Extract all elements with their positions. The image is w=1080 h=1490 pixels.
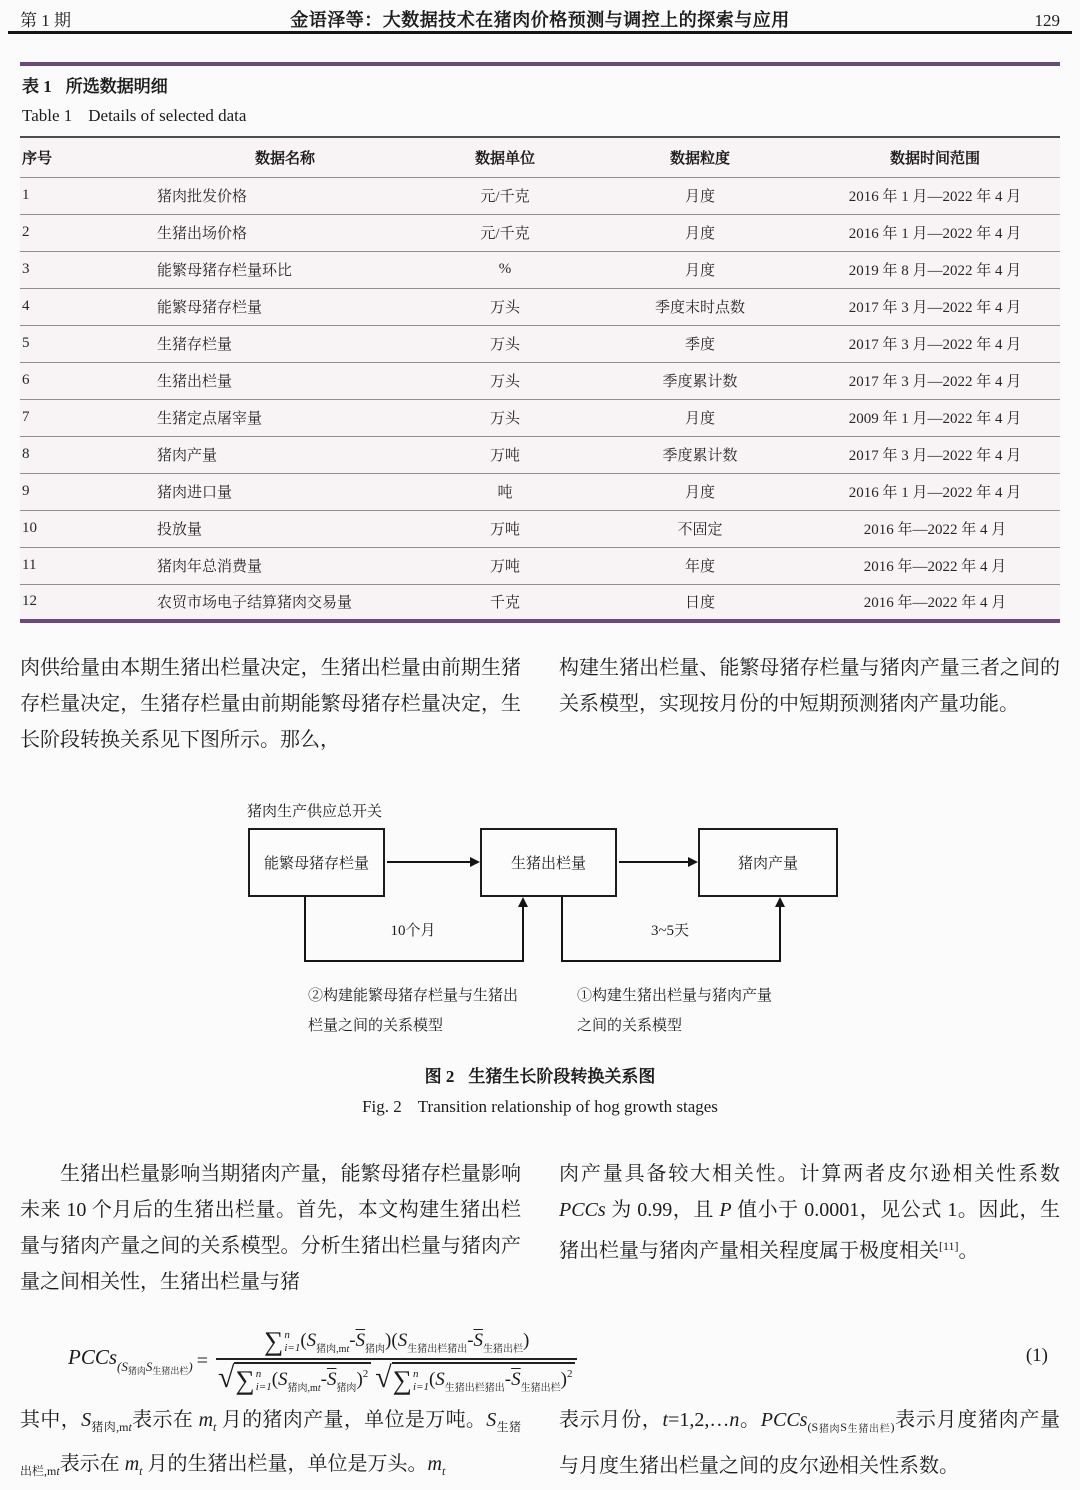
table-cell: 投放量 — [157, 522, 203, 538]
table-cell: 2017 年 3 月—2022 年 4 月 — [848, 337, 1022, 353]
page-number: 129 — [1034, 11, 1060, 30]
table-cell: 10 — [22, 520, 37, 536]
table-cell: 12 — [22, 593, 37, 610]
text-segment: n — [729, 1409, 740, 1431]
table-cell: 8 — [22, 446, 30, 462]
arrow-head-right-1-icon — [470, 857, 480, 867]
table-cell: 猪肉年总消费量 — [157, 559, 263, 575]
text-segment: 表示月份， — [559, 1409, 663, 1431]
column-header-data-name: 数据名称 — [254, 150, 315, 167]
table-cell: 万头 — [489, 411, 520, 427]
figure-caption-cn-text: 生猪生长阶段转换关系图 — [468, 1067, 656, 1086]
table-body — [20, 177, 1060, 621]
table-cell: 能繁母猪存栏量环比 — [157, 263, 293, 279]
text-segment: m — [124, 1453, 140, 1475]
column-header-serial: 序号 — [22, 150, 53, 167]
arrow-line-2 — [619, 861, 689, 863]
text-segment: t — [662, 1409, 669, 1431]
paragraph-1-right: 构建生猪出栏量、能繁母猪存栏量与猪肉产量三者之间的关系模型，实现按月份的中短期预测猪肉产量功能。 — [559, 657, 1060, 715]
table-cell: 2017 年 3 月—2022 年 4 月 — [848, 300, 1022, 316]
table-title-cn — [22, 72, 168, 97]
table-row — [20, 214, 1060, 251]
table-cell: 7 — [22, 409, 30, 425]
table-cell: 元/千克 — [480, 189, 530, 205]
table-row — [20, 547, 1060, 584]
equation-number: (1) — [1025, 1345, 1048, 1366]
table-cell: 3 — [22, 261, 30, 277]
formula-denominator: √ ∑ n i=1 $(S_{猪肉,mt}-\overline{S}_{猪肉})^2$ √ ∑ n i=1 $(S_{生猪出栏猪出}-\overline{S}_{生猪出栏})^2$ — [216, 1360, 577, 1394]
table-cell: 2019 年 8 月—2022 年 4 月 — [848, 263, 1022, 279]
text-segment: (S — [807, 1420, 819, 1434]
table-top-accent-rule — [20, 62, 1060, 66]
table-row — [20, 584, 1060, 621]
column-header-unit: 数据单位 — [474, 150, 535, 167]
text-segment: 猪肉 — [818, 1424, 841, 1435]
figure-caption-en — [0, 1097, 1080, 1117]
text-segment: t — [56, 1464, 60, 1478]
table-cell: 月度 — [684, 189, 715, 205]
arrow-head-up-1-icon — [518, 897, 528, 907]
diagram-note-left-line1: ②构建能繁母猪存栏量与生猪出 — [308, 988, 519, 1004]
text-segment: 肉产量具备较大相关性。计算两者皮尔逊相关性系数 — [559, 1163, 1060, 1185]
running-header — [20, 6, 1060, 32]
table-cell: 5 — [22, 335, 30, 351]
diagram-box-pork-production: 猪肉产量 — [698, 828, 838, 897]
table-title-en — [22, 106, 246, 126]
text-segment: S — [81, 1409, 92, 1431]
text-segment: PCCs — [760, 1409, 808, 1431]
table-cell: 2016 年 1 月—2022 年 4 月 — [848, 226, 1022, 242]
issue-label: 第 1 期 — [20, 11, 71, 30]
table-cell: 日度 — [684, 595, 715, 612]
table-cell: 6 — [22, 372, 30, 388]
table-cell: 11 — [22, 557, 37, 573]
table-row — [20, 362, 1060, 399]
table-cell: 2016 年 1 月—2022 年 4 月 — [848, 485, 1022, 501]
table-cell: 生猪出场价格 — [157, 226, 248, 242]
table-cell: 2016 年—2022 年 4 月 — [863, 559, 1007, 575]
table-cell: 1 — [22, 187, 30, 203]
table-row — [20, 399, 1060, 436]
table-cell: 千克 — [489, 595, 520, 612]
diagram-note-right-line2: 之间的关系模型 — [577, 1018, 683, 1034]
diagram-note-left — [308, 981, 558, 1041]
paragraph-block-2 — [20, 1156, 1060, 1300]
loop1-label: 10个月 — [390, 923, 436, 939]
table-cell: 9 — [22, 483, 30, 499]
table-cell: 吨 — [497, 485, 513, 501]
text-segment: S — [840, 1420, 847, 1434]
table-cell: 2017 年 3 月—2022 年 4 月 — [848, 448, 1022, 464]
table-cell: 季度 — [684, 337, 715, 353]
text-segment: ) — [890, 1420, 895, 1434]
table-cell: 万吨 — [489, 522, 520, 538]
diagram-box-sow-inventory: 能繁母猪存栏量 — [248, 828, 385, 897]
notes-right — [559, 1402, 1060, 1490]
diagram-note-right — [577, 981, 827, 1041]
table-row — [20, 510, 1060, 547]
text-segment: =1,2,… — [668, 1409, 730, 1431]
table-row — [20, 177, 1060, 214]
text-segment: 生猪出栏,m — [20, 1420, 522, 1478]
flow-diagram — [20, 795, 1060, 1053]
column-header-granularity: 数据粒度 — [669, 150, 730, 167]
text-segment: 月的生猪出栏量，单位是万头。 — [142, 1453, 428, 1475]
text-segment: 表示在 — [59, 1453, 125, 1475]
table-cell: 猪肉产量 — [157, 448, 218, 464]
arrow-head-right-2-icon — [688, 857, 698, 867]
table-cell: 生猪定点屠宰量 — [157, 411, 263, 427]
text-segment: 为 0.99，且 — [605, 1199, 720, 1221]
table-cell: % — [498, 261, 512, 277]
paragraph-1-left: 肉供给量由本期生猪出栏量决定，生猪出栏量由前期生猪存栏量决定，生猪存栏量由前期能繁母猪存栏量决定，生长阶段转换关系见下图所示。那么， — [20, 657, 521, 751]
text-segment: t — [128, 1420, 132, 1434]
table-cell: 不固定 — [677, 522, 723, 538]
text-segment: m — [198, 1409, 214, 1431]
table-cell: 生猪存栏量 — [157, 337, 233, 353]
table-cell: 农贸市场电子结算猪肉交易量 — [157, 595, 353, 612]
table-cell: 年度 — [684, 559, 715, 575]
notes-block — [20, 1402, 1060, 1490]
text-segment: t — [441, 1464, 446, 1478]
figure-caption-en-text: Transition relationship of hog growth stages — [417, 1097, 718, 1116]
table-cell: 猪肉批发价格 — [157, 189, 248, 205]
figure-tag-en: Fig. 2 — [362, 1097, 402, 1116]
table-cell: 季度累计数 — [662, 374, 738, 390]
figure-caption-cn — [0, 1062, 1080, 1087]
table-cell: 2016 年—2022 年 4 月 — [863, 595, 1007, 612]
formula-equals: = — [196, 1349, 209, 1372]
column-header-time-range: 数据时间范围 — [889, 150, 980, 167]
loop1-up-line — [522, 907, 524, 962]
text-segment: PCCs — [559, 1199, 606, 1221]
table-cell: 2 — [22, 224, 30, 240]
text-segment: t — [213, 1420, 217, 1434]
diagram-note-right-line1: ①构建生猪出栏量与猪肉产量 — [577, 988, 773, 1004]
loop1-horizontal-line — [304, 960, 524, 962]
table-cell: 元/千克 — [480, 226, 530, 242]
table-row — [20, 325, 1060, 362]
text-segment: t — [139, 1464, 143, 1478]
text-segment: 。 — [739, 1409, 761, 1431]
table-cell: 月度 — [684, 226, 715, 242]
table-cell: 月度 — [684, 263, 715, 279]
table-title-en-text: Details of selected data — [88, 106, 247, 125]
table-tag-en: Table 1 — [22, 106, 73, 125]
table-header-row — [20, 137, 1060, 177]
paragraph-2-right — [559, 1156, 1060, 1300]
text-segment: 值小于 0.0001，见公式 1。因此，生猪出栏量与猪肉产量相关程度属于极度相关 — [559, 1199, 1061, 1262]
formula-numerator: ∑ n i=1 $(S_{猪肉,mt}-\overline{S}_{猪肉})(S_{生猪出栏猪出}-\overline{S}_{生猪出栏})$ — [216, 1328, 577, 1360]
table-cell: 2009 年 1 月—2022 年 4 月 — [848, 411, 1022, 427]
table-cell: 能繁母猪存栏量 — [157, 300, 263, 316]
table-cell: 月度 — [684, 485, 715, 501]
formula-lhs: PCCs$_{(S_{猪肉}S_{生猪出栏})}$ — [68, 1345, 193, 1376]
table-cell: 万头 — [489, 337, 520, 353]
table-cell: 月度 — [684, 411, 715, 427]
header-rule — [8, 31, 1072, 34]
running-title: 金语泽等：大数据技术在猪肉价格预测与调控上的探索与应用 — [290, 10, 790, 30]
loop2-horizontal-line — [561, 960, 781, 962]
data-table — [20, 136, 1060, 623]
notes-left — [20, 1402, 521, 1490]
table-tag-cn: 表 1 — [22, 77, 52, 96]
text-segment: [11] — [939, 1239, 959, 1253]
text-segment: 生猪出栏 — [846, 1424, 891, 1435]
table-cell: 万吨 — [489, 448, 520, 464]
diagram-box-hog-output: 生猪出栏量 — [480, 828, 617, 897]
loop2-down-line — [561, 897, 563, 962]
table-title-cn-text: 所选数据明细 — [65, 77, 168, 96]
text-segment: 。 — [958, 1240, 979, 1262]
table-cell: 2016 年 1 月—2022 年 4 月 — [848, 189, 1022, 205]
figure-tag-cn: 图 2 — [424, 1067, 455, 1086]
text-segment: m — [427, 1453, 442, 1475]
table-row — [20, 436, 1060, 473]
table-cell: 万头 — [489, 374, 520, 390]
text-segment: P — [719, 1199, 732, 1221]
loop2-label: 3~5天 — [650, 923, 690, 939]
paragraph-2-left: 生猪出栏量影响当期猪肉产量，能繁母猪存栏量影响未来 10 个月后的生猪出栏量。首先，本文构建生猪出栏量与猪肉产量之间的关系模型。分析生猪出栏量与猪肉产量之间相关性，生猪出栏量与猪 — [20, 1163, 521, 1293]
table-cell: 季度累计数 — [662, 448, 738, 464]
table-cell: 万头 — [489, 300, 520, 316]
table-row — [20, 251, 1060, 288]
text-segment: S — [486, 1409, 497, 1431]
table-cell: 4 — [22, 298, 30, 314]
text-segment: 表示在 — [131, 1409, 199, 1431]
paragraph-block-1 — [20, 650, 1060, 758]
table-row — [20, 288, 1060, 325]
table-cell: 生猪出栏量 — [157, 374, 233, 390]
table-row — [20, 473, 1060, 510]
table-cell: 猪肉进口量 — [157, 485, 233, 501]
text-segment: 猪肉,m — [91, 1420, 129, 1434]
diagram-note-left-line2: 栏量之间的关系模型 — [308, 1018, 444, 1034]
table-cell: 万吨 — [489, 559, 520, 575]
arrow-line-1 — [387, 861, 471, 863]
loop2-up-line — [779, 907, 781, 962]
table-cell: 2016 年—2022 年 4 月 — [863, 522, 1007, 538]
text-segment: 月的猪肉产量，单位是万吨。 — [216, 1409, 487, 1431]
text-segment: 其中， — [20, 1409, 82, 1431]
formula-block — [20, 1313, 1060, 1409]
table-cell: 2017 年 3 月—2022 年 4 月 — [848, 374, 1022, 390]
formula-fraction — [216, 1328, 577, 1394]
formula-row — [68, 1313, 577, 1409]
table-cell: 季度末时点数 — [654, 300, 745, 316]
text-segment: 表示月度猪肉产量与月度生猪出栏量之间的皮尔逊相关性系数。 — [559, 1409, 1061, 1477]
diagram-switch-label: 猪肉生产供应总开关 — [247, 804, 383, 820]
loop1-down-line — [304, 897, 306, 962]
arrow-head-up-2-icon — [775, 897, 785, 907]
